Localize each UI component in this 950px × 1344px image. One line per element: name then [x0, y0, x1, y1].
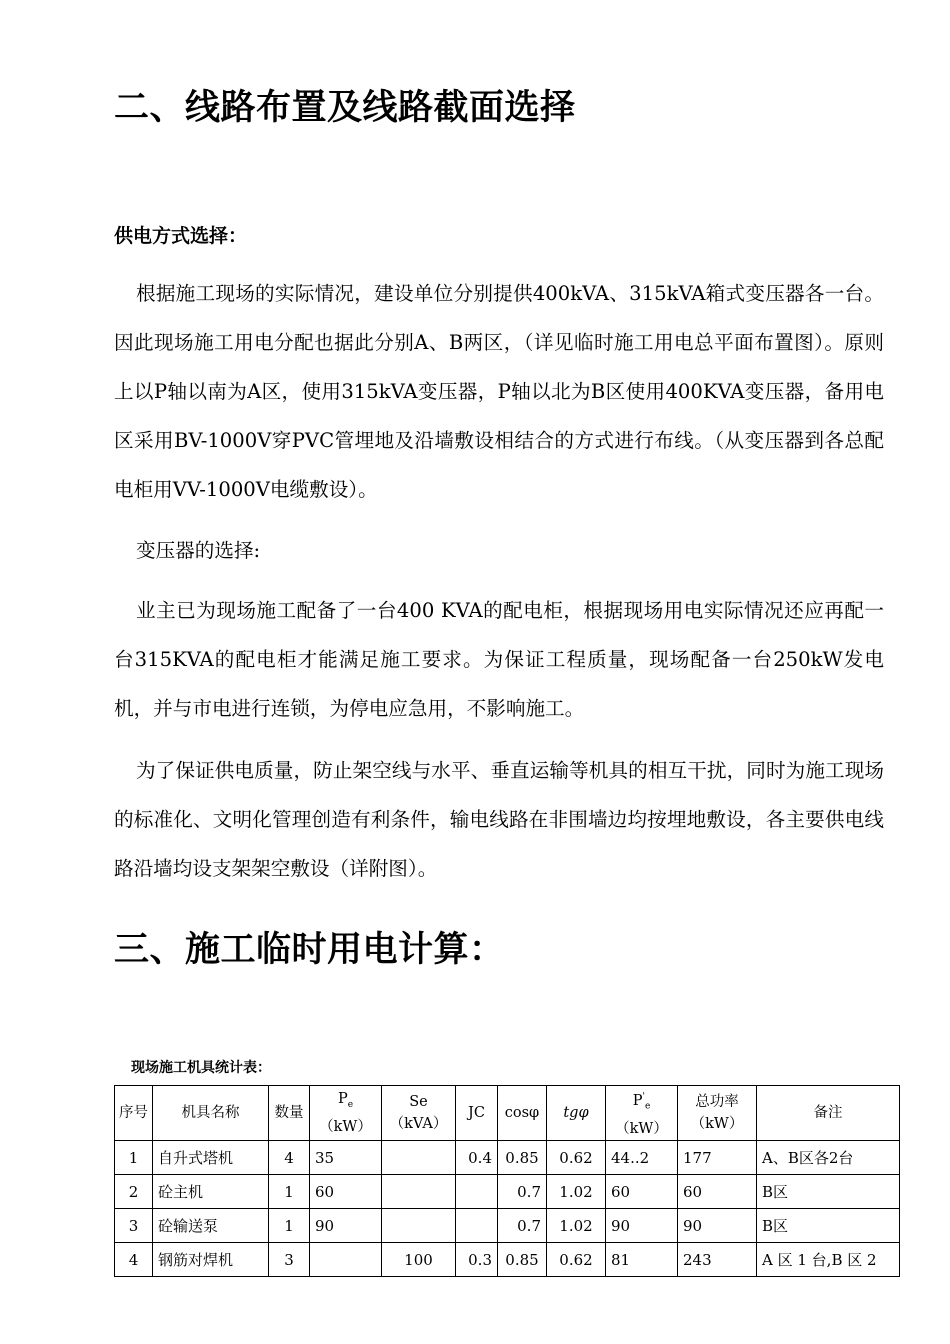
cell-note: A、B区各2台	[757, 1141, 900, 1175]
cell-qty: 1	[269, 1175, 310, 1209]
cell-total: 177	[678, 1141, 757, 1175]
cell-no: 1	[115, 1141, 153, 1175]
section-heading-wiring: 二、线路布置及线路截面选择	[114, 88, 576, 128]
header-pe-prime: $P'_e(kW)$	[606, 1086, 678, 1141]
header-jc: JC	[456, 1086, 498, 1141]
cell-se: 100	[382, 1243, 456, 1277]
cell-pe-prime: 90	[606, 1209, 678, 1243]
cell-pe	[310, 1243, 382, 1277]
cell-qty: 4	[269, 1141, 310, 1175]
cell-se	[382, 1209, 456, 1243]
cell-total: 60	[678, 1175, 757, 1209]
cell-pe: 35	[310, 1141, 382, 1175]
cell-name: 钢筋对焊机	[153, 1243, 269, 1277]
header-total: 总功率（kW）	[678, 1086, 757, 1141]
cell-tg: 0.62	[547, 1243, 606, 1277]
cell-no: 3	[115, 1209, 153, 1243]
cell-name: 砼输送泵	[153, 1209, 269, 1243]
cell-tg: 0.62	[547, 1141, 606, 1175]
cell-no: 2	[115, 1175, 153, 1209]
cell-jc: 0.4	[456, 1141, 498, 1175]
cell-total: 243	[678, 1243, 757, 1277]
cell-note: B区	[757, 1209, 900, 1243]
cell-no: 4	[115, 1243, 153, 1277]
subheading-power-supply-mode: 供电方式选择：	[114, 225, 248, 247]
table-row	[115, 1209, 900, 1243]
cell-note: A 区 1 台,B 区 2	[757, 1243, 900, 1277]
cell-cos: 0.7	[498, 1175, 547, 1209]
section-heading-load-calculation: 三、施工临时用电计算：	[114, 930, 505, 970]
table-caption: 现场施工机具统计表：	[131, 1060, 271, 1076]
cell-cos: 0.7	[498, 1209, 547, 1243]
cell-name: 砼主机	[153, 1175, 269, 1209]
cell-se	[382, 1175, 456, 1209]
cell-name: 自升式塔机	[153, 1141, 269, 1175]
cell-jc	[456, 1209, 498, 1243]
cell-se	[382, 1141, 456, 1175]
header-no: 序号	[115, 1086, 153, 1141]
cell-cos: 0.85	[498, 1141, 547, 1175]
header-pe: $P_e(kW)$	[310, 1086, 382, 1141]
cell-tg: 1.02	[547, 1209, 606, 1243]
header-se: Se（kVA）	[382, 1086, 456, 1141]
cell-pe: 60	[310, 1175, 382, 1209]
paragraph-supply-overview: 根据施工现场的实际情况，建设单位分别提供400kVA、315kVA箱式变压器各一台。因此现场施工用电分配也据此分别A、B两区，（详见临时施工用电总平面布置图）。原则上以P轴以南为A区，使用315kVA变压器，P轴以北为B区使用400KVA变压器，备用电区采用BV-1000V穿PVC管埋地及沿墙敷设相结合的方式进行布线。（从变压器到各总配电柜用VV-1000V电缆敷设）。	[114, 282, 884, 501]
cell-cos: 0.85	[498, 1243, 547, 1277]
paragraph-transformer-selection-label: 变压器的选择:	[136, 539, 261, 562]
paragraph-line-routing: 为了保证供电质量，防止架空线与水平、垂直运输等机具的相互干扰，同时为施工现场的标准化、文明化管理创造有利条件，输电线路在非围墙边均按埋地敷设，各主要供电线路沿墙均设支架架空敷设（详附图）。	[114, 759, 884, 880]
cell-pe-prime: 44..2	[606, 1141, 678, 1175]
cell-pe-prime: 60	[606, 1175, 678, 1209]
equipment-statistics-table	[114, 1085, 900, 1277]
header-tg: tgφ	[547, 1086, 606, 1141]
cell-qty: 1	[269, 1209, 310, 1243]
cell-jc	[456, 1175, 498, 1209]
cell-pe: 90	[310, 1209, 382, 1243]
header-qty: 数量	[269, 1086, 310, 1141]
cell-qty: 3	[269, 1243, 310, 1277]
table-row	[115, 1175, 900, 1209]
table-header-row	[115, 1086, 900, 1141]
cell-pe-prime: 81	[606, 1243, 678, 1277]
cell-tg: 1.02	[547, 1175, 606, 1209]
header-name: 机具名称	[153, 1086, 269, 1141]
cell-jc: 0.3	[456, 1243, 498, 1277]
paragraph-transformer-selection: 业主已为现场施工配备了一台400 KVA的配电柜，根据现场用电实际情况还应再配一台315KVA的配电柜才能满足施工要求。为保证工程质量，现场配备一台250kW发电机，并与市电进行连锁，为停电应急用，不影响施工。	[114, 599, 884, 720]
table-row	[115, 1243, 900, 1277]
cell-note: B区	[757, 1175, 900, 1209]
table-row	[115, 1141, 900, 1175]
header-note: 备注	[757, 1086, 900, 1141]
header-cos: cosφ	[498, 1086, 547, 1141]
cell-total: 90	[678, 1209, 757, 1243]
